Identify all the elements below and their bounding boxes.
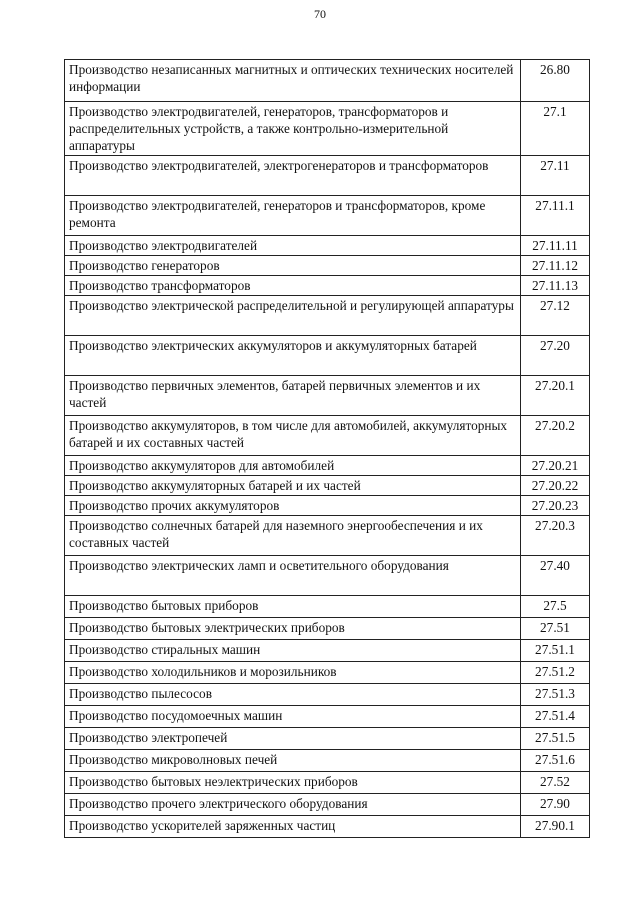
activity-name-cell: Производство бытовых приборов [65,596,521,618]
activity-code-cell: 27.51.4 [521,706,590,728]
activity-name-cell: Производство ускорителей заряженных частиц [65,816,521,838]
activity-code-cell: 27.11 [521,156,590,196]
activity-code-cell: 27.11.12 [521,256,590,276]
activity-name-cell: Производство солнечных батарей для наземного энергообеспечения и их составных частей [65,516,521,556]
activity-name-cell: Производство бытовых электрических приборов [65,618,521,640]
table-row [65,336,590,376]
table-row [65,376,590,416]
table-row [65,196,590,236]
activity-code-cell: 27.51.2 [521,662,590,684]
activity-name-cell: Производство электродвигателей, электрогенераторов и трансформаторов [65,156,521,196]
activity-code-cell: 27.90.1 [521,816,590,838]
table-row [65,102,590,156]
activity-name-cell: Производство незаписанных магнитных и оптических технических носителей информации [65,60,521,102]
activity-name-cell: Производство холодильников и морозильников [65,662,521,684]
activity-name-cell: Производство стиральных машин [65,640,521,662]
activity-code-cell: 27.11.1 [521,196,590,236]
table-row [65,156,590,196]
activity-code-cell: 27.20.1 [521,376,590,416]
activity-name-cell: Производство аккумуляторов, в том числе для автомобилей, аккумуляторных батарей и их составных частей [65,416,521,456]
activity-name-cell: Производство пылесосов [65,684,521,706]
activity-code-cell: 27.40 [521,556,590,596]
table-row [65,236,590,256]
table-row [65,772,590,794]
activity-code-cell: 27.11.11 [521,236,590,256]
activity-code-cell: 27.5 [521,596,590,618]
okved-table [64,59,590,838]
activity-name-cell: Производство первичных элементов, батарей первичных элементов и их частей [65,376,521,416]
activity-code-cell: 27.1 [521,102,590,156]
activity-name-cell: Производство электрических аккумуляторов и аккумуляторных батарей [65,336,521,376]
activity-code-cell: 27.20.22 [521,476,590,496]
activity-name-cell: Производство электродвигателей [65,236,521,256]
table-row [65,60,590,102]
activity-code-cell: 27.20 [521,336,590,376]
table-row [65,640,590,662]
activity-name-cell: Производство электропечей [65,728,521,750]
activity-code-cell: 27.51.6 [521,750,590,772]
activity-name-cell: Производство электрической распределительной и регулирующей аппаратуры [65,296,521,336]
activity-code-cell: 27.51 [521,618,590,640]
activity-name-cell: Производство посудомоечных машин [65,706,521,728]
table-row [65,456,590,476]
table-row [65,256,590,276]
activity-code-cell: 27.20.21 [521,456,590,476]
activity-name-cell: Производство электрических ламп и осветительного оборудования [65,556,521,596]
table-row [65,794,590,816]
activity-name-cell: Производство трансформаторов [65,276,521,296]
table-row [65,750,590,772]
table-row [65,476,590,496]
activity-name-cell: Производство электродвигателей, генераторов, трансформаторов и распределительных устройств, а также контрольно-измерительной аппаратуры [65,102,521,156]
table-row [65,618,590,640]
table-row [65,684,590,706]
table-row [65,706,590,728]
activity-code-cell: 27.51.5 [521,728,590,750]
activity-name-cell: Производство электродвигателей, генераторов и трансформаторов, кроме ремонта [65,196,521,236]
okved-table-body [65,60,590,838]
activity-name-cell: Производство прочих аккумуляторов [65,496,521,516]
table-row [65,556,590,596]
activity-name-cell: Производство прочего электрического оборудования [65,794,521,816]
activity-code-cell: 27.51.1 [521,640,590,662]
table-row [65,276,590,296]
activity-name-cell: Производство аккумуляторных батарей и их частей [65,476,521,496]
activity-code-cell: 27.52 [521,772,590,794]
table-row [65,596,590,618]
page-number: 70 [314,7,326,21]
table-row [65,728,590,750]
activity-name-cell: Производство аккумуляторов для автомобилей [65,456,521,476]
table-row [65,496,590,516]
activity-name-cell: Производство генераторов [65,256,521,276]
activity-code-cell: 27.20.3 [521,516,590,556]
activity-code-cell: 27.11.13 [521,276,590,296]
activity-code-cell: 27.20.23 [521,496,590,516]
activity-code-cell: 27.90 [521,794,590,816]
table-row [65,416,590,456]
table-row [65,816,590,838]
table-row [65,296,590,336]
activity-code-cell: 27.12 [521,296,590,336]
table-row [65,516,590,556]
activity-name-cell: Производство бытовых неэлектрических приборов [65,772,521,794]
activity-name-cell: Производство микроволновых печей [65,750,521,772]
activity-code-cell: 27.20.2 [521,416,590,456]
activity-code-cell: 26.80 [521,60,590,102]
table-row [65,662,590,684]
activity-code-cell: 27.51.3 [521,684,590,706]
